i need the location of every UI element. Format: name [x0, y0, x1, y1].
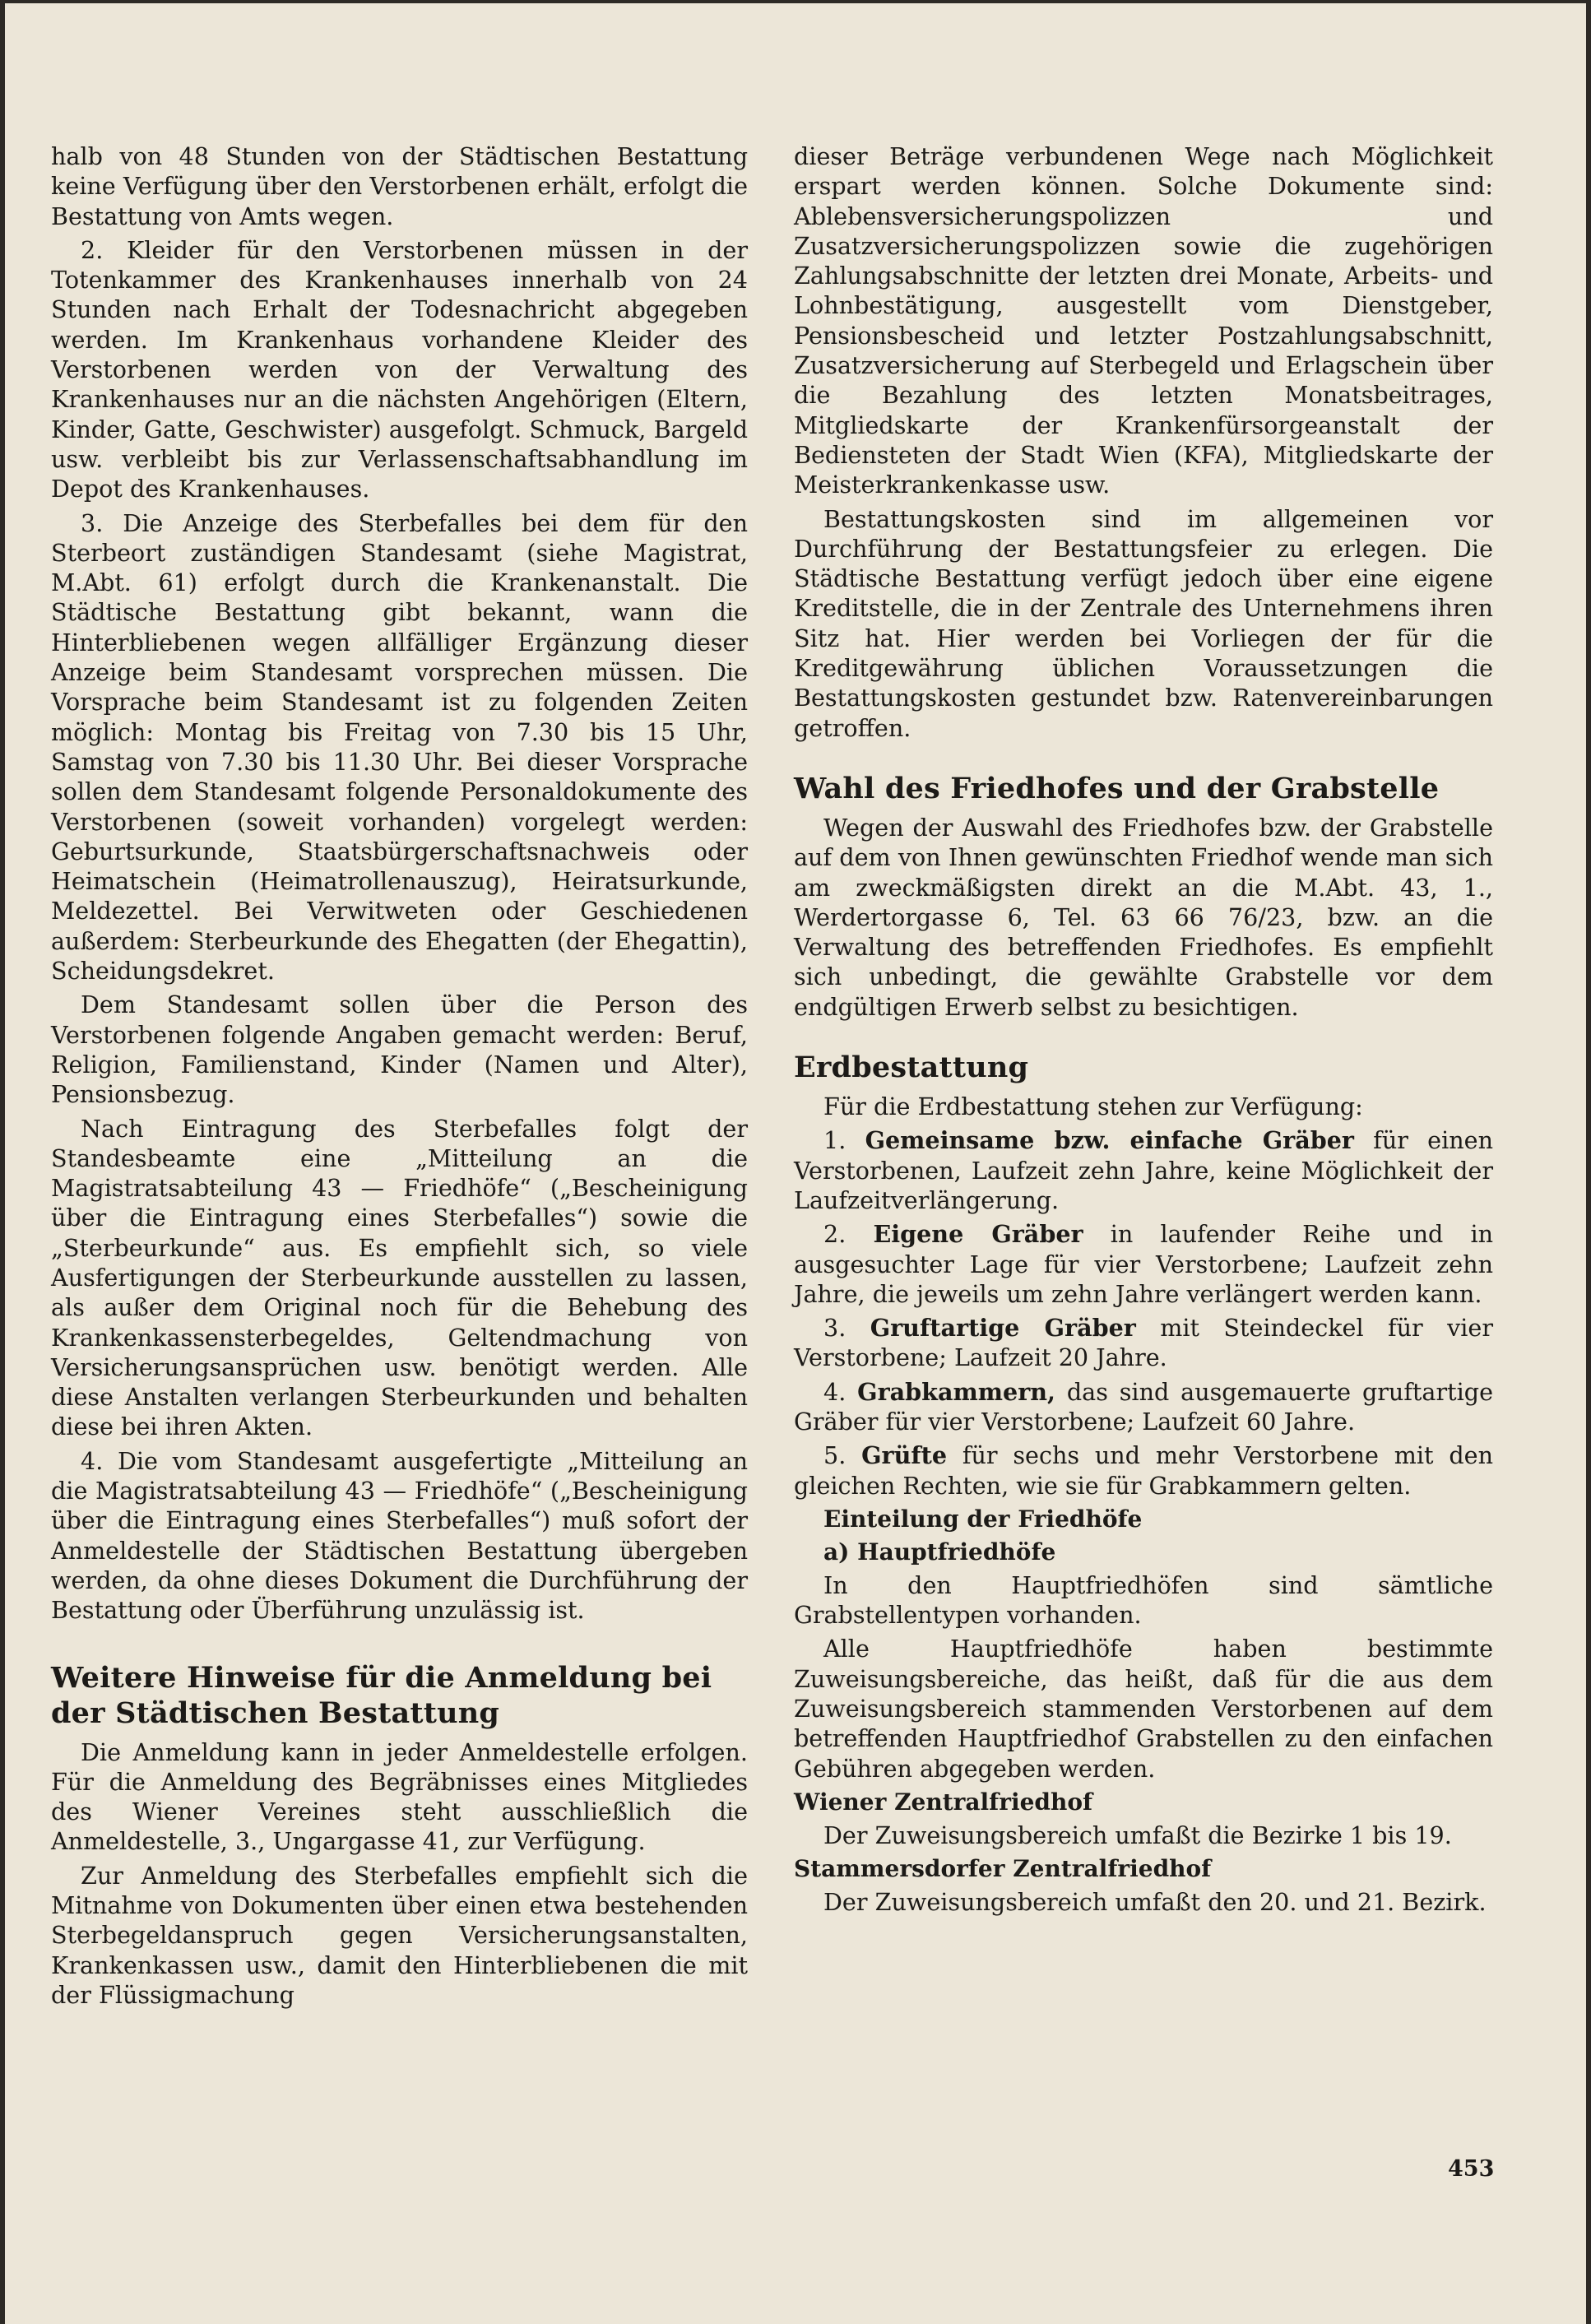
paragraph: Alle Hauptfriedhöfe haben bestimmte Zuweisungsbereiche, das heißt, daß für die aus dem Zuweisungsbereich stammenden Verstorbenen auf dem betreffenden Hauptfriedhof Grabstellen zu den einfachen Gebühren abgegeben werden.	[794, 1635, 1493, 1783]
list-text: für einen Verstorbenen, Laufzeit zehn Jahre, keine Möglichkeit der Laufzeitverlängerung.	[794, 1126, 1493, 1214]
paragraph: 3. Die Anzeige des Sterbefalles bei dem für den Sterbeort zuständigen Standesamt (siehe Magistrat, M.Abt. 61) erfolgt durch die Krankenanstalt. Die Städtische Bestattung gibt bekannt, wann die Hinterbliebenen wegen allfälliger Ergänzung dieser Anzeige beim Standesamt vorsprechen müssen. Die Vorsprache beim Standesamt ist zu folgenden Zeiten möglich: Montag bis Freitag von 7.30 bis 15 Uhr, Samstag von 7.30 bis 11.30 Uhr. Bei dieser Vorsprache sollen dem Standesamt folgende Personaldokumente des Verstorbenen (soweit vorhanden) vorgelegt werden: Geburtsurkunde, Staatsbürgerschaftsnachweis oder Heimatschein (Heimatrollenauszug), Heiratsurkunde, Meldezettel. Bei Verwitweten oder Geschiedenen außerdem: Sterbeurkunde des Ehegatten (der Ehegattin), Scheidungsdekret.	[51, 508, 748, 986]
subheading: Einteilung der Friedhöfe	[823, 1505, 1143, 1533]
section-heading: Wahl des Friedhofes und der Grabstelle	[794, 771, 1440, 805]
list-number: 4.	[823, 1377, 847, 1406]
subheading: a) Hauptfriedhöfe	[823, 1538, 1056, 1566]
list-text: in laufender Reihe und in ausgesuchter Lage für vier Verstorbene; Laufzeit zehn Jahre, die jeweils um zehn Jahre verlängert werden kann.	[794, 1220, 1494, 1308]
list-term: Gruftartige Gräber	[870, 1314, 1136, 1343]
paragraph: Die Anmeldung kann in jeder Anmeldestelle erfolgen. Für die Anmeldung des Begräbnisses eines Mitgliedes des Wiener Vereines steht ausschließlich die Anmeldestelle, 3., Ungargasse 41, zur Verfügung.	[51, 1737, 748, 1856]
list-text: das sind ausgemauerte gruftartige Gräber für vier Verstorbene; Laufzeit 60 Jahre.	[794, 1377, 1493, 1436]
list-term: Grabkammern,	[857, 1377, 1056, 1406]
list-text: mit Steindeckel für vier Verstorbene; Laufzeit 20 Jahre.	[794, 1314, 1493, 1372]
paragraph: Bestattungskosten sind im allgemeinen vor Durchführung der Bestattungsfeier zu erlegen. Die Städtische Bestattung verfügt jedoch über eine eigene Kreditstelle, die in der Zentrale des Unternehmens ihren Sitz hat. Hier werden bei Vorliegen der für die Kreditgewährung üblichen Voraussetzungen die Bestattungskosten gestundet bzw. Ratenvereinbarungen getroffen.	[794, 504, 1493, 742]
paragraph: Nach Eintragung des Sterbefalles folgt der Standesbeamte eine „Mitteilung an die Magistratsabteilung 43 — Friedhöfe“ („Bescheinigung über die Eintragung eines Sterbefalles“) sowie die „Sterbeurkunde“ aus. Es empfiehlt sich, so viele Ausfertigungen der Sterbeurkunde ausstellen zu lassen, als außer dem Original noch für die Behebung des Krankenkassensterbegeldes, Geltendmachung von Versicherungsansprüchen usw. benötigt werden. Alle diese Anstalten verlangen Sterbeurkunden und behalten diese bei ihren Akten.	[51, 1114, 748, 1441]
paragraph: Für die Erdbestattung stehen zur Verfügung:	[823, 1092, 1363, 1121]
right-column	[794, 141, 1493, 1922]
paragraph: Wegen der Auswahl des Friedhofes bzw. der Grabstelle auf dem von Ihnen gewünschten Friedhof wende man sich am zweckmäßigsten direkt an die M.Abt. 43, 1., Werdertorgasse 6, Tel. 63 66 76/23, bzw. an die Verwaltung des betreffenden Friedhofes. Es empfiehlt sich unbedingt, die gewählte Grabstelle vor dem endgültigen Erwerb selbst zu besichtigen.	[794, 813, 1493, 1021]
list-number: 2.	[823, 1220, 847, 1249]
section-heading: Erdbestattung	[794, 1051, 1029, 1085]
scan-edge-left	[0, 0, 5, 2324]
list-text: für sechs und mehr Verstorbene mit den gleichen Rechten, wie sie für Grabkammern gelten.	[794, 1441, 1493, 1500]
paragraph: Zur Anmeldung des Sterbefalles empfiehlt sich die Mitnahme von Dokumenten über einen etwa bestehenden Sterbegeldanspruch gegen Versicherungsanstalten, Krankenkassen usw., damit den Hinterbliebenen die mit der Flüssigmachung	[51, 1861, 748, 2009]
section-heading: Weitere Hinweise für die Anmeldung bei der Städtischen Bestattung	[51, 1660, 712, 1730]
list-item	[794, 1377, 1493, 1437]
subheading: Stammersdorfer Zentralfriedhof	[794, 1855, 1212, 1883]
paragraph: Der Zuweisungsbereich umfaßt die Bezirke 1 bis 19.	[823, 1821, 1452, 1849]
list-number: 1.	[823, 1126, 847, 1155]
paragraph: Der Zuweisungsbereich umfaßt den 20. und 21. Bezirk.	[823, 1888, 1487, 1917]
list-term: Gemeinsame bzw. einfache Gräber	[865, 1126, 1354, 1155]
left-column	[51, 141, 748, 2014]
paragraph: 4. Die vom Standesamt ausgefertigte „Mitteilung an die Magistratsabteilung 43 — Friedhöfe“ („Bescheinigung über die Eintragung eines Sterbefalles“) muß sofort der Anmeldestelle der Städtischen Bestattung übergeben werden, da ohne dieses Dokument die Durchführung der Bestattung oder Überführung unzulässig ist.	[51, 1446, 748, 1625]
paragraph: dieser Beträge verbundenen Wege nach Möglichkeit erspart werden können. Solche Dokumente sind: Ablebensversicherungspolizzen und Zusatzversicherungspolizzen sowie die zugehörigen Zahlungsabschnitte der letzten drei Monate, Arbeits- und Lohnbestätigung, ausgestellt vom Dienstgeber, Pensionsbescheid und letzter Postzahlungsabschnitt, Zusatzversicherung auf Sterbegeld und Erlagschein über die Bezahlung des letzten Monatsbeitrages, Mitgliedskarte der Krankenfürsorgeanstalt der Bediensteten der Stadt Wien (KFA), Mitgliedskarte der Meisterkrankenkasse usw.	[794, 142, 1493, 499]
list-item	[794, 1440, 1493, 1501]
paragraph: In den Hauptfriedhöfen sind sämtliche Grabstellentypen vorhanden.	[794, 1570, 1493, 1630]
list-number: 3.	[823, 1314, 847, 1343]
paragraph: Dem Standesamt sollen über die Person des Verstorbenen folgende Angaben gemacht werden: Beruf, Religion, Familienstand, Kinder (Namen und Alter), Pensionsbezug.	[51, 990, 748, 1109]
list-number: 5.	[823, 1441, 847, 1470]
page-number: 453	[1448, 2156, 1495, 2182]
subheading: Wiener Zentralfriedhof	[794, 1788, 1093, 1816]
list-item	[794, 1219, 1493, 1309]
list-item	[794, 1313, 1493, 1373]
scan-edge-right	[1586, 0, 1591, 2324]
list-term: Eigene Gräber	[873, 1220, 1083, 1249]
paragraph: 2. Kleider für den Verstorbenen müssen in der Totenkammer des Krankenhauses innerhalb von 24 Stunden nach Erhalt der Todesnachricht abgegeben werden. Im Krankenhaus vorhandene Kleider des Verstorbenen werden von der Verwaltung des Krankenhauses nur an die nächsten Angehörigen (Eltern, Kinder, Gatte, Geschwister) ausgefolgt. Schmuck, Bargeld usw. verbleibt bis zur Verlassenschaftsabhandlung im Depot des Krankenhauses.	[51, 235, 748, 503]
list-term: Grüfte	[861, 1441, 948, 1470]
scan-edge-top	[0, 0, 1591, 3]
list-item	[794, 1125, 1493, 1215]
paragraph: halb von 48 Stunden von der Städtischen Bestattung keine Verfügung über den Verstorbenen erhält, erfolgt die Bestattung von Amts wegen.	[51, 142, 748, 230]
